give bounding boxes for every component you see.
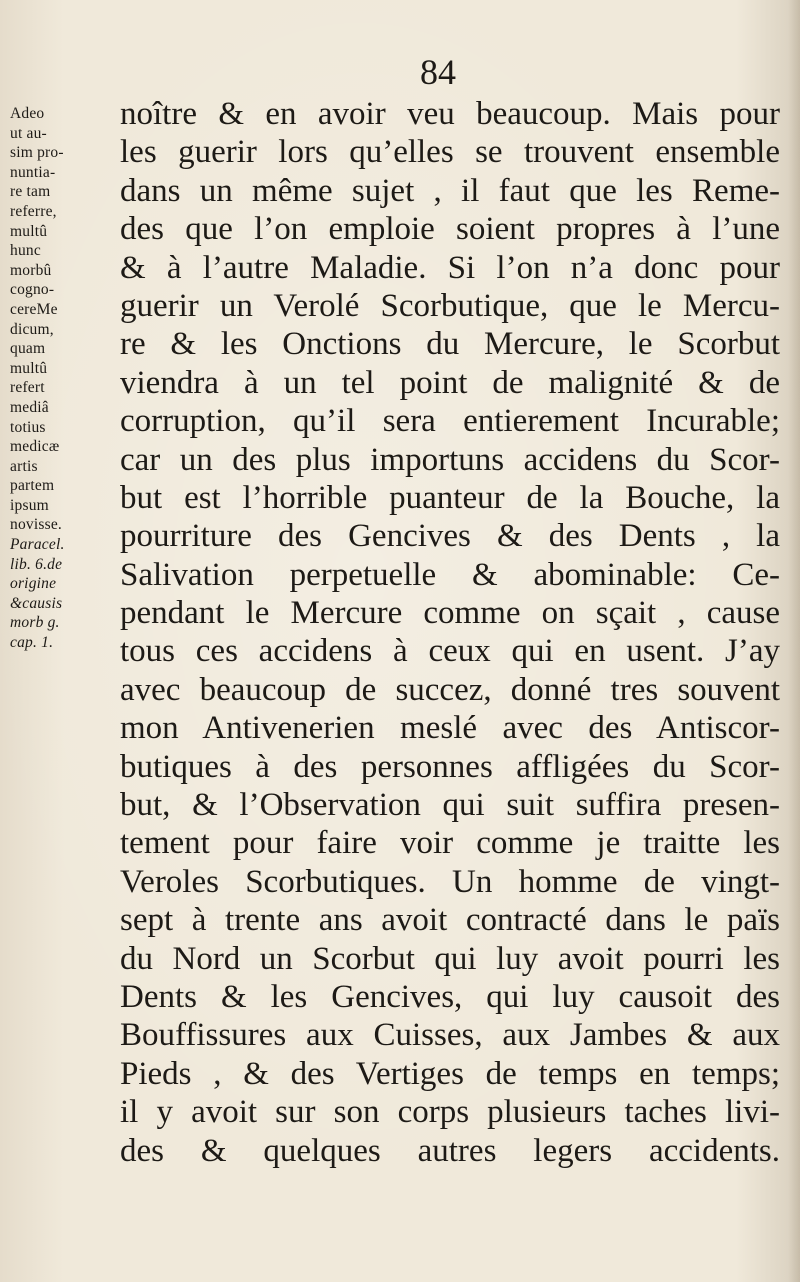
text-line: pourriture des Gencives & des Dents , la (120, 518, 780, 555)
text-line: des que l’on emploie soient propres à l’une (120, 211, 780, 248)
text-line: butiques à des personnes affligées du Scor- (120, 748, 780, 785)
marginal-citation-line: morb g. (10, 614, 60, 632)
text-line: il y avoit sur son corps plusieurs taches livi- (120, 1094, 780, 1131)
text-line: corruption, qu’il sera entierement Incurable; (120, 403, 780, 440)
text-line: tous ces accidens à ceux qui en usent. J’ay (120, 633, 780, 670)
marginal-citation-line: Paracel. (10, 536, 65, 554)
marginal-note-line: mediâ (10, 398, 49, 416)
main-text-block (120, 95, 780, 1170)
text-line: Bouffissures aux Cuisses, aux Jambes & aux (120, 1017, 780, 1054)
text-line: Veroles Scorbutiques. Un homme de vingt- (120, 863, 780, 900)
marginal-note-line: medicæ (10, 438, 60, 456)
marginal-note-line: artis (10, 457, 38, 475)
marginal-note-line: hunc (10, 242, 41, 260)
text-line: viendra à un tel point de malignité & de (120, 364, 780, 401)
text-line: tement pour faire voir comme je traitte les (120, 825, 780, 862)
text-line: & à l’autre Maladie. Si l’on n’a donc pour (120, 249, 780, 286)
marginal-note-line: morbû (10, 261, 52, 279)
marginal-notes (10, 104, 122, 653)
marginal-note-line: referre, (10, 202, 57, 220)
text-line: Dents & les Gencives, qui luy causoit des (120, 978, 780, 1015)
marginal-note-line: multû (10, 359, 48, 377)
page-edge-shadow (788, 0, 800, 1282)
marginal-note-line: partem (10, 477, 55, 495)
text-line: dans un même sujet , il faut que les Reme- (120, 172, 780, 209)
text-line: but est l’horrible puanteur de la Bouche, la (120, 479, 780, 516)
text-line: re & les Onctions du Mercure, le Scorbut (120, 326, 780, 363)
text-line: du Nord un Scorbut qui luy avoit pourri les (120, 940, 780, 977)
marginal-citation-line: cap. 1. (10, 634, 54, 652)
marginal-note-line: Adeo (10, 105, 45, 122)
marginal-note-line: multû (10, 222, 48, 240)
text-line: Pieds , & des Vertiges de temps en temps; (120, 1055, 780, 1092)
text-line: pendant le Mercure comme on sçait , cause (120, 595, 780, 632)
text-line: mon Antivenerien meslé avec des Antiscor- (120, 710, 780, 747)
text-line: noître & en avoir veu beaucoup. Mais pour (120, 96, 780, 132)
text-line: sept à trente ans avoit contracté dans le païs (120, 902, 780, 939)
text-line: car un des plus importuns accidens du Scor- (120, 441, 780, 478)
text-line: les guerir lors qu’elles se trouvent ensemble (120, 134, 780, 171)
marginal-note-line: nuntia- (10, 163, 56, 181)
marginal-note-line: novisse. (10, 516, 62, 534)
marginal-note-line: cereMe (10, 300, 58, 318)
marginal-note-line: cogno- (10, 281, 55, 299)
marginal-note-line: sim pro- (10, 144, 64, 162)
marginal-note-line: ipsum (10, 496, 49, 514)
marginal-note-line: re tam (10, 183, 51, 201)
marginal-citation-line: origine (10, 575, 57, 593)
text-line: Salivation perpetuelle & abominable: Ce- (120, 556, 780, 593)
marginal-note-line: quam (10, 340, 46, 358)
text-line: guerir un Verolé Scorbutique, que le Mercu- (120, 287, 780, 324)
marginal-note-line: dicum, (10, 320, 54, 338)
page-number: 84 (420, 52, 456, 92)
text-line: avec beaucoup de succez, donné tres souvent (120, 671, 780, 708)
marginal-note-line: totius (10, 418, 46, 436)
marginal-note-line: ut au- (10, 124, 47, 142)
text-line: but, & l’Observation qui suit suffira presen- (120, 787, 780, 824)
marginal-note-line: refert (10, 379, 45, 397)
marginal-citation-line: &causis (10, 594, 63, 612)
marginal-citation-line: lib. 6.de (10, 555, 63, 573)
text-line: des & quelques autres legers accidents. (120, 1132, 780, 1169)
